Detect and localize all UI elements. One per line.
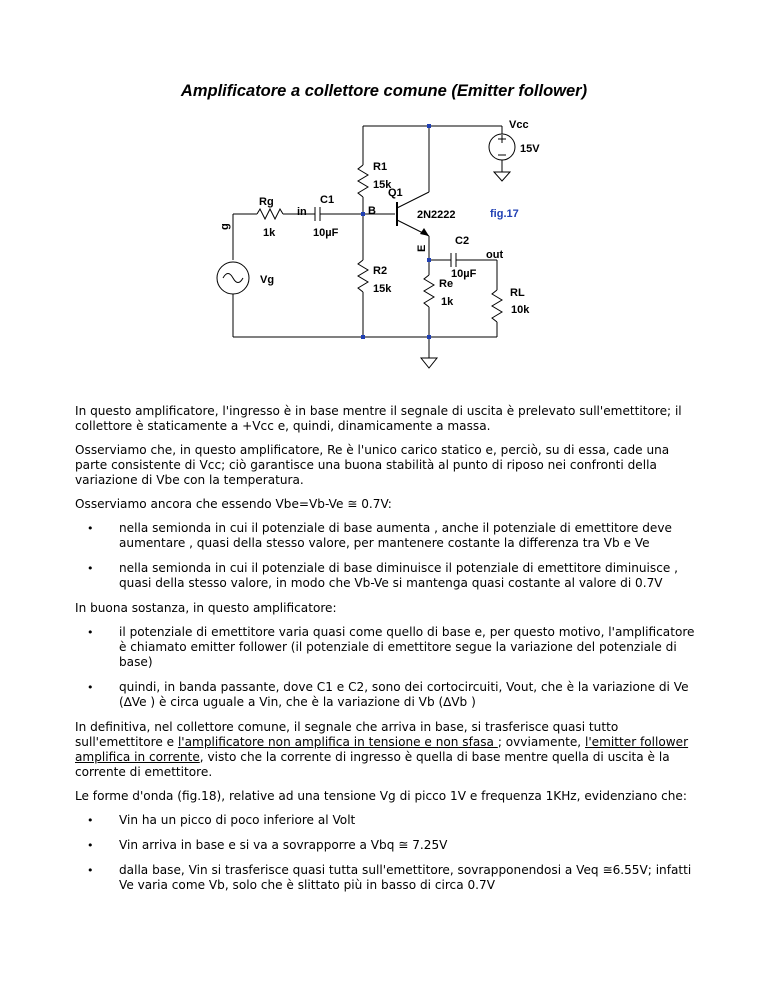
list-item: • nella semionda in cui il potenziale di base diminuisce il potenziale di emettitore diminuisce , quasi della stesso valore, in modo che Vb-Ve si mantenga quasi costante al valore di 0.7V (75, 561, 700, 591)
paragraph: Le forme d'onda (fig.18), relative ad una tensione Vg di picco 1V e frequenza 1KHz, evidenziano che: (75, 789, 687, 803)
list-item: • il potenziale di emettitore varia quasi come quello di base e, per questo motivo, l'amplificatore è chiamato emitter follower (il potenziale di emettitore segue la variazione del potenziale di base) (75, 625, 700, 670)
ground-symbol (421, 358, 437, 368)
b-label: B (368, 205, 376, 217)
list-item: • quindi, in banda passante, dove C1 e C2, sono dei cortocircuiti, Vout, che è la variazione di Ve (∆Ve ) è circa uguale a Vin, che è la variazione di Vb (∆Vb ) (75, 680, 700, 710)
rg-resistor (257, 209, 283, 219)
bullet-icon: • (87, 562, 94, 575)
r2-label: R2 (373, 265, 388, 277)
out-label: out (486, 249, 504, 261)
q1-label: Q1 (388, 187, 403, 199)
re-label: Re (439, 278, 454, 290)
paragraph: In definitiva, nel collettore comune, il segnale che arriva in base, si trasferisce quasi tutto sull'emettitore e l'amplificatore non amplifica in tensione e non sfasa ; ovviamente, l'emitter follower amplifica in corrente, visto che la corrente di ingresso è quella di base mentre quella di uscita è la corrente di emettitore. (75, 720, 689, 779)
r2-value: 15k (373, 283, 392, 295)
e-label: E (416, 244, 428, 252)
bullet-icon: • (87, 626, 94, 639)
r2-resistor (358, 260, 368, 292)
paragraph: Osserviamo che, in questo amplificatore, Re è l'unico carico statico e, perciò, su di essa, cade una parte consistente di Vcc; ciò garantisce una buona stabilità al punto di riposo nei confronti della variazione di Vbe con la temperatura. (75, 443, 670, 487)
vcc-label: Vcc (509, 119, 529, 131)
r1-label: R1 (373, 161, 388, 173)
bullet-icon: • (87, 522, 94, 535)
paragraph: In buona sostanza, in questo amplificatore: (75, 601, 337, 615)
bullet-icon: • (87, 864, 94, 877)
circuit-diagram (205, 110, 565, 372)
list-item: • dalla base, Vin si trasferisce quasi tutta sull'emettitore, sovrapponendosi a Veq ≅6.55V; infatti Ve varia come Vb, solo che è slittato più in basso di circa 0.7V (75, 863, 700, 893)
list-item: • nella semionda in cui il potenziale di base aumenta , anche il potenziale di emettitore deve aumentare , quasi della stesso valore, per mantenere costante la differenza tra Vb e Ve (75, 521, 700, 551)
bullet-icon: • (87, 839, 94, 852)
rl-value: 10k (511, 304, 530, 316)
re-resistor (424, 275, 434, 307)
c1-label: C1 (320, 194, 335, 206)
r1-resistor (358, 165, 368, 197)
rg-value: 1k (263, 227, 276, 239)
transistor-label: 2N2222 (417, 209, 456, 221)
c2-label: C2 (455, 235, 470, 247)
list-item: • Vin ha un picco di poco inferiore al Volt (75, 813, 700, 828)
fig-label: fig.17 (490, 208, 519, 220)
rl-resistor (492, 290, 502, 322)
paragraph: Osserviamo ancora che essendo Vbe=Vb-Ve ≅ 0.7V: (75, 497, 392, 511)
re-value: 1k (441, 296, 454, 308)
page-title: Amplificatore a collettore comune (Emitter follower) (180, 82, 588, 100)
r1-value: 15k (373, 179, 392, 191)
paragraph: In questo amplificatore, l'ingresso è in base mentre il segnale di uscita è prelevato sull'emettitore; il collettore è staticamente a +Vcc e, quindi, dinamicamente a massa. (75, 404, 682, 433)
rl-label: RL (510, 287, 525, 299)
vcc-value: 15V (520, 143, 540, 155)
g-label: g (219, 223, 231, 230)
rg-label: Rg (259, 196, 274, 208)
bullet-icon: • (87, 814, 94, 827)
document-body (75, 404, 700, 903)
c1-value: 10µF (313, 227, 339, 239)
bullet-icon: • (87, 681, 94, 694)
vg-label: Vg (260, 274, 275, 286)
list-item: • Vin arriva in base e si va a sovrapporre a Vbq ≅ 7.25V (75, 838, 700, 853)
in-label: in (297, 206, 307, 218)
c2-value: 10µF (451, 268, 477, 280)
